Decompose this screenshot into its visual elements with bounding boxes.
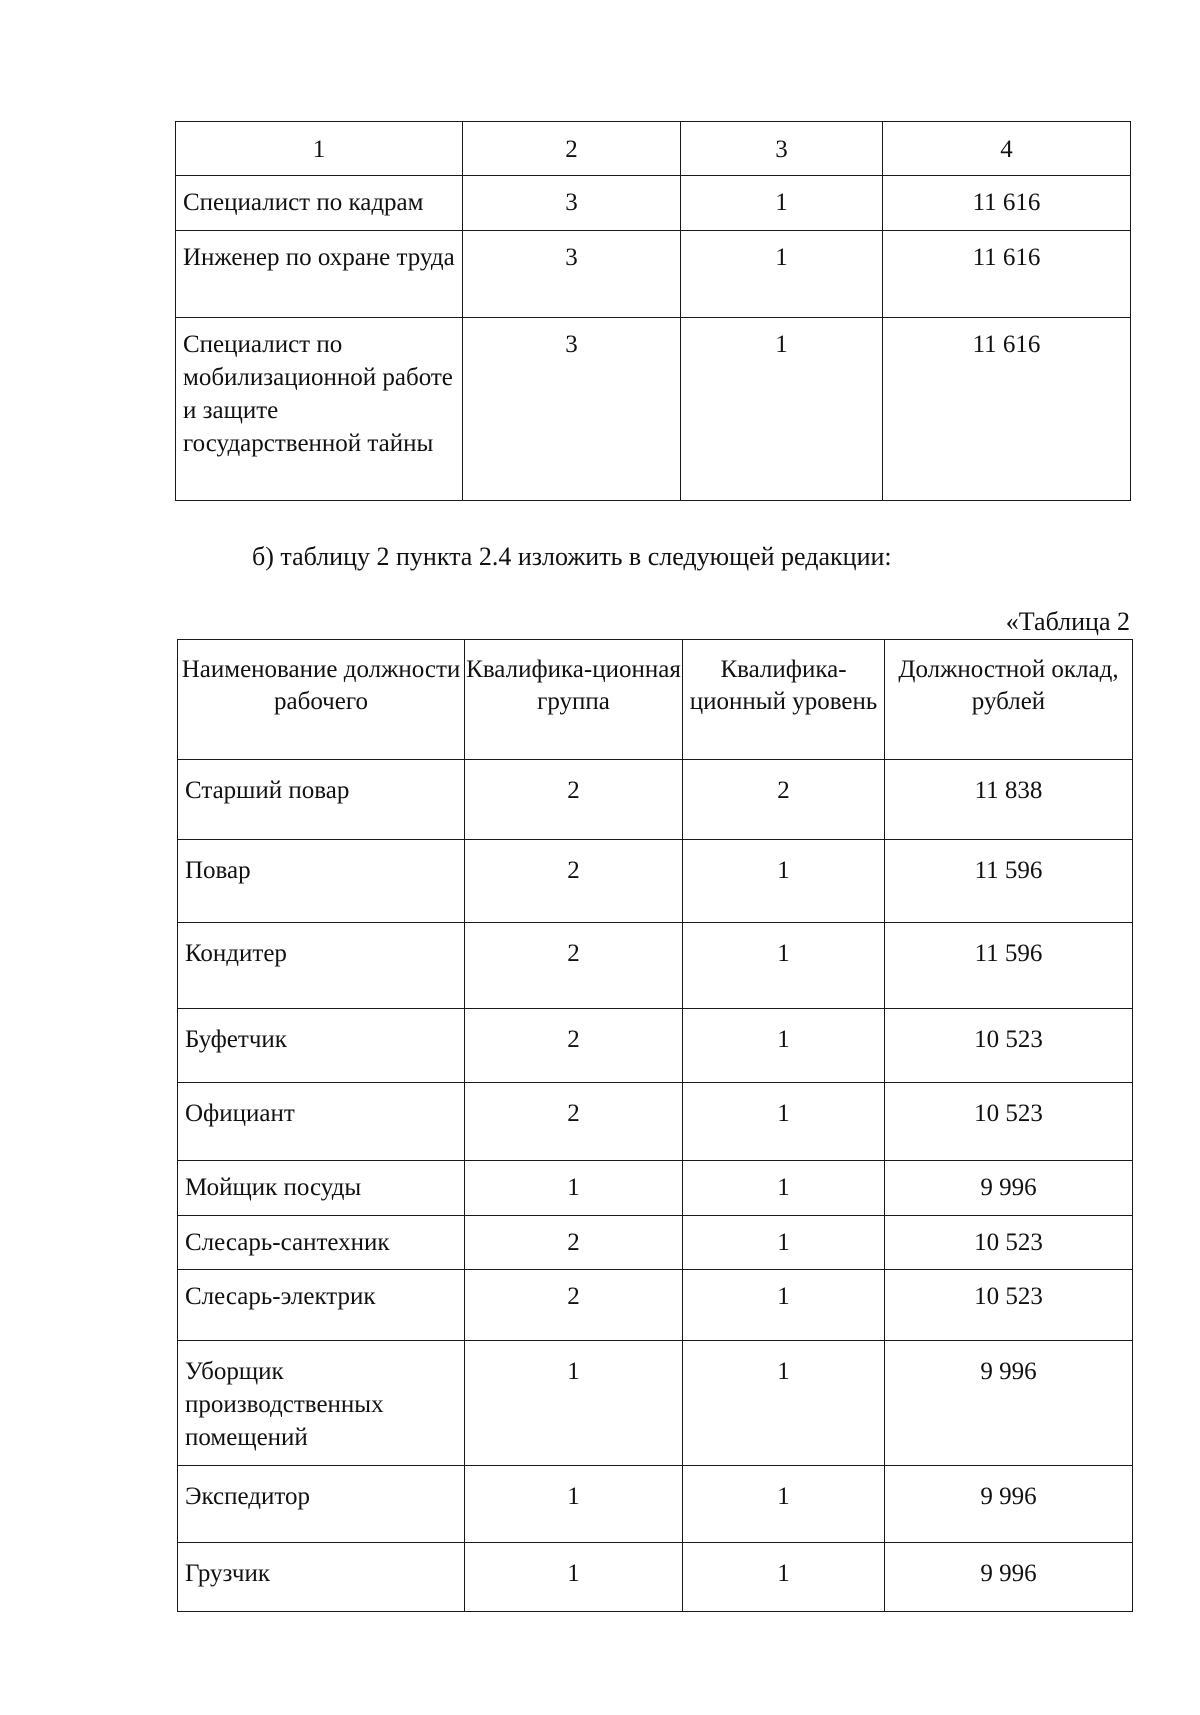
salary-cell: 11 616 (883, 318, 1131, 501)
salary-cell: 11 838 (885, 760, 1133, 840)
salary-cell: 10 523 (885, 1009, 1133, 1083)
table-caption: «Таблица 2 (1005, 607, 1130, 636)
header-position-name: Наименование должности рабочего (178, 640, 465, 760)
salary-cell: 11 616 (883, 231, 1131, 318)
qualification-group-cell: 2 (465, 1009, 683, 1083)
table-row (178, 1341, 1133, 1466)
qualification-level-cell: 1 (683, 1216, 885, 1270)
qualification-group-cell: 2 (465, 1083, 683, 1161)
table-row (178, 1466, 1133, 1543)
qualification-group-cell: 2 (465, 923, 683, 1009)
qualification-level-cell: 2 (683, 760, 885, 840)
salary-cell: 9 996 (885, 1543, 1133, 1612)
table-row (176, 231, 1131, 318)
position-name-cell: Специалист по кадрам (176, 176, 463, 231)
qualification-level-cell: 1 (683, 1341, 885, 1466)
column-number-row (176, 122, 1131, 176)
header-qualification-group: Квалифика-ционная группа (465, 640, 683, 760)
qualification-group-cell: 3 (463, 176, 681, 231)
qualification-group-cell: 1 (465, 1466, 683, 1543)
salary-cell: 9 996 (885, 1341, 1133, 1466)
table-row (178, 1216, 1133, 1270)
qualification-level-cell: 1 (681, 231, 883, 318)
qualification-level-cell: 1 (683, 1543, 885, 1612)
qualification-group-cell: 1 (465, 1543, 683, 1612)
qualification-group-cell: 1 (465, 1341, 683, 1466)
table-row (178, 760, 1133, 840)
position-name-cell: Инженер по охране труда (176, 231, 463, 318)
salary-cell: 11 596 (885, 923, 1133, 1009)
table-row (176, 318, 1131, 501)
qualification-group-cell: 2 (465, 1216, 683, 1270)
table-row (178, 1543, 1133, 1612)
table-header-row (178, 640, 1133, 760)
salary-cell: 11 616 (883, 176, 1131, 231)
position-name-cell: Слесарь-электрик (178, 1270, 465, 1341)
position-name-cell: Специалист по мобилизационной работе и защите государственной тайны (176, 318, 463, 501)
qualification-level-cell: 1 (681, 318, 883, 501)
salary-cell: 9 996 (885, 1161, 1133, 1216)
qualification-level-cell: 1 (683, 1270, 885, 1341)
qualification-level-cell: 1 (683, 1009, 885, 1083)
qualification-level-cell: 1 (683, 1161, 885, 1216)
qualification-group-cell: 1 (465, 1161, 683, 1216)
table-row (178, 1161, 1133, 1216)
qualification-group-cell: 3 (463, 231, 681, 318)
table-row (178, 1009, 1133, 1083)
qualification-level-cell: 1 (681, 176, 883, 231)
worker-salary-table (177, 639, 1133, 1612)
table-row (178, 1083, 1133, 1161)
column-number-cell: 2 (463, 122, 681, 176)
table-row (178, 840, 1133, 923)
qualification-group-cell: 2 (465, 760, 683, 840)
header-salary: Должностной оклад, рублей (885, 640, 1133, 760)
position-name-cell: Уборщик производственных помещений (178, 1341, 465, 1466)
salary-cell: 11 596 (885, 840, 1133, 923)
position-name-cell: Повар (178, 840, 465, 923)
column-number-cell: 1 (176, 122, 463, 176)
table-row (176, 176, 1131, 231)
position-name-cell: Экспедитор (178, 1466, 465, 1543)
position-name-cell: Буфетчик (178, 1009, 465, 1083)
header-qualification-level: Квалифика-ционный уровень (683, 640, 885, 760)
qualification-level-cell: 1 (683, 1083, 885, 1161)
qualification-level-cell: 1 (683, 840, 885, 923)
table-row (178, 1270, 1133, 1341)
qualification-group-cell: 3 (463, 318, 681, 501)
salary-cell: 9 996 (885, 1466, 1133, 1543)
position-name-cell: Грузчик (178, 1543, 465, 1612)
position-name-cell: Кондитер (178, 923, 465, 1009)
position-name-cell: Слесарь-сантехник (178, 1216, 465, 1270)
table-row (178, 923, 1133, 1009)
position-name-cell: Старший повар (178, 760, 465, 840)
qualification-level-cell: 1 (683, 923, 885, 1009)
qualification-group-cell: 2 (465, 1270, 683, 1341)
salary-cell: 10 523 (885, 1270, 1133, 1341)
salary-cell: 10 523 (885, 1216, 1133, 1270)
column-number-cell: 4 (883, 122, 1131, 176)
salary-cell: 10 523 (885, 1083, 1133, 1161)
position-name-cell: Мойщик посуды (178, 1161, 465, 1216)
qualification-group-cell: 2 (465, 840, 683, 923)
column-number-cell: 3 (681, 122, 883, 176)
instruction-paragraph: б) таблицу 2 пункта 2.4 изложить в следующей редакции: (252, 542, 892, 571)
position-name-cell: Официант (178, 1083, 465, 1161)
salary-table-continuation (175, 121, 1131, 501)
qualification-level-cell: 1 (683, 1466, 885, 1543)
